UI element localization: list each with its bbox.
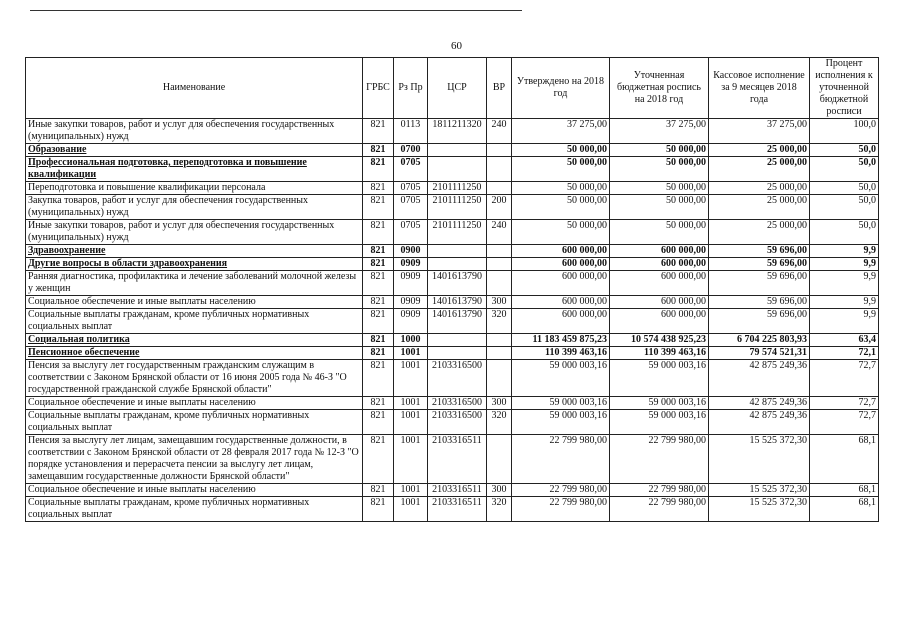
cell-rzpr: 0909: [394, 258, 428, 271]
cell-csr: [428, 157, 487, 182]
cell-percent: 72,7: [810, 410, 879, 435]
cell-name: Профессиональная подготовка, переподготовка и повышение квалификации: [26, 157, 363, 182]
cell-vr: 300: [487, 296, 512, 309]
cell-name: Пенсия за выслугу лет государственным гражданским служащим в соответствии с Законом Брянской области от 16 июня 2005 года № 46-З "О государственной гражданской службе Брянской области": [26, 360, 363, 397]
cell-rzpr: 1001: [394, 484, 428, 497]
cell-percent: 9,9: [810, 271, 879, 296]
cell-refined: 110 399 463,16: [610, 347, 709, 360]
cell-refined: 50 000,00: [610, 220, 709, 245]
cell-vr: [487, 360, 512, 397]
cell-percent: 63,4: [810, 334, 879, 347]
cell-grbs: 821: [363, 497, 394, 522]
cell-approved: 59 000 003,16: [512, 397, 610, 410]
cell-cash: 59 696,00: [709, 309, 810, 334]
cell-csr: 2103316500: [428, 410, 487, 435]
cell-csr: 2103316511: [428, 484, 487, 497]
cell-approved: 600 000,00: [512, 258, 610, 271]
cell-rzpr: 1001: [394, 497, 428, 522]
cell-percent: 72,7: [810, 397, 879, 410]
cell-refined: 600 000,00: [610, 296, 709, 309]
cell-name: Другие вопросы в области здравоохранения: [26, 258, 363, 271]
cell-percent: 50,0: [810, 195, 879, 220]
cell-csr: 2101111250: [428, 195, 487, 220]
cell-cash: 59 696,00: [709, 271, 810, 296]
cell-grbs: 821: [363, 182, 394, 195]
cell-name: Социальное обеспечение и иные выплаты населению: [26, 296, 363, 309]
cell-rzpr: 1001: [394, 360, 428, 397]
table-row: [26, 245, 879, 258]
cell-vr: 320: [487, 410, 512, 435]
cell-percent: 50,0: [810, 182, 879, 195]
cell-name: Иные закупки товаров, работ и услуг для обеспечения государственных (муниципальных) нужд: [26, 119, 363, 144]
cell-name: Социальные выплаты гражданам, кроме публичных нормативных социальных выплат: [26, 309, 363, 334]
cell-vr: 200: [487, 195, 512, 220]
cell-percent: 9,9: [810, 309, 879, 334]
cell-vr: 240: [487, 220, 512, 245]
cell-percent: 9,9: [810, 296, 879, 309]
table-row: [26, 182, 879, 195]
cell-rzpr: 0705: [394, 182, 428, 195]
cell-percent: 50,0: [810, 157, 879, 182]
cell-csr: [428, 258, 487, 271]
header-approved: Утверждено на 2018 год: [512, 58, 610, 119]
cell-cash: 25 000,00: [709, 220, 810, 245]
cell-cash: 59 696,00: [709, 296, 810, 309]
cell-percent: 68,1: [810, 497, 879, 522]
cell-refined: 50 000,00: [610, 195, 709, 220]
cell-rzpr: 1001: [394, 397, 428, 410]
cell-cash: 15 525 372,30: [709, 497, 810, 522]
table-row: [26, 144, 879, 157]
cell-refined: 600 000,00: [610, 258, 709, 271]
cell-grbs: 821: [363, 220, 394, 245]
cell-percent: 9,9: [810, 245, 879, 258]
table-row: [26, 119, 879, 144]
cell-rzpr: 0909: [394, 309, 428, 334]
table-row: [26, 334, 879, 347]
header-percent: Процент исполнения к уточненной бюджетной росписи: [810, 58, 879, 119]
cell-refined: 22 799 980,00: [610, 484, 709, 497]
cell-approved: 50 000,00: [512, 195, 610, 220]
cell-cash: 42 875 249,36: [709, 410, 810, 435]
top-rule: [30, 10, 522, 11]
cell-grbs: 821: [363, 258, 394, 271]
header-refined: Уточненная бюджетная роспись на 2018 год: [610, 58, 709, 119]
cell-refined: 50 000,00: [610, 157, 709, 182]
cell-approved: 50 000,00: [512, 157, 610, 182]
cell-refined: 22 799 980,00: [610, 435, 709, 484]
cell-approved: 600 000,00: [512, 296, 610, 309]
cell-cash: 42 875 249,36: [709, 360, 810, 397]
cell-grbs: 821: [363, 245, 394, 258]
cell-csr: [428, 347, 487, 360]
cell-rzpr: 1001: [394, 347, 428, 360]
cell-cash: 42 875 249,36: [709, 397, 810, 410]
header-csr: ЦСР: [428, 58, 487, 119]
cell-vr: 300: [487, 397, 512, 410]
cell-refined: 600 000,00: [610, 271, 709, 296]
table-row: [26, 410, 879, 435]
cell-csr: 2103316511: [428, 435, 487, 484]
cell-grbs: 821: [363, 410, 394, 435]
cell-vr: [487, 144, 512, 157]
cell-cash: 25 000,00: [709, 144, 810, 157]
cell-grbs: 821: [363, 296, 394, 309]
cell-refined: 22 799 980,00: [610, 497, 709, 522]
cell-cash: 59 696,00: [709, 258, 810, 271]
cell-cash: 25 000,00: [709, 157, 810, 182]
cell-cash: 25 000,00: [709, 182, 810, 195]
cell-grbs: 821: [363, 397, 394, 410]
cell-rzpr: 0705: [394, 157, 428, 182]
cell-refined: 59 000 003,16: [610, 397, 709, 410]
table-row: [26, 397, 879, 410]
cell-vr: [487, 157, 512, 182]
cell-name: Переподготовка и повышение квалификации персонала: [26, 182, 363, 195]
cell-percent: 100,0: [810, 119, 879, 144]
cell-cash: 37 275,00: [709, 119, 810, 144]
cell-approved: 50 000,00: [512, 144, 610, 157]
cell-approved: 11 183 459 875,23: [512, 334, 610, 347]
cell-approved: 22 799 980,00: [512, 435, 610, 484]
cell-approved: 600 000,00: [512, 309, 610, 334]
cell-vr: [487, 334, 512, 347]
table-row: [26, 484, 879, 497]
cell-cash: 6 704 225 803,93: [709, 334, 810, 347]
cell-rzpr: 0705: [394, 220, 428, 245]
cell-percent: 68,1: [810, 484, 879, 497]
cell-grbs: 821: [363, 144, 394, 157]
cell-cash: 15 525 372,30: [709, 484, 810, 497]
cell-refined: 59 000 003,16: [610, 410, 709, 435]
cell-rzpr: 1001: [394, 410, 428, 435]
table-row: [26, 271, 879, 296]
header-name: Наименование: [26, 58, 363, 119]
cell-vr: 240: [487, 119, 512, 144]
cell-cash: 59 696,00: [709, 245, 810, 258]
table-row: [26, 435, 879, 484]
cell-csr: [428, 144, 487, 157]
cell-grbs: 821: [363, 309, 394, 334]
cell-refined: 37 275,00: [610, 119, 709, 144]
cell-name: Социальное обеспечение и иные выплаты населению: [26, 484, 363, 497]
cell-name: Ранняя диагностика, профилактика и лечение заболеваний молочной железы у женщин: [26, 271, 363, 296]
cell-approved: 600 000,00: [512, 271, 610, 296]
table-row: [26, 296, 879, 309]
cell-vr: [487, 347, 512, 360]
header-vr: ВР: [487, 58, 512, 119]
cell-csr: 1401613790: [428, 271, 487, 296]
cell-grbs: 821: [363, 435, 394, 484]
cell-vr: [487, 182, 512, 195]
cell-grbs: 821: [363, 347, 394, 360]
cell-refined: 50 000,00: [610, 182, 709, 195]
cell-percent: 72,7: [810, 360, 879, 397]
cell-cash: 79 574 521,31: [709, 347, 810, 360]
table-row: [26, 195, 879, 220]
cell-approved: 37 275,00: [512, 119, 610, 144]
cell-vr: [487, 271, 512, 296]
table-header-row: [26, 58, 879, 119]
table-row: [26, 309, 879, 334]
cell-name: Образование: [26, 144, 363, 157]
cell-rzpr: 1001: [394, 435, 428, 484]
cell-name: Закупка товаров, работ и услуг для обеспечения государственных (муниципальных) нужд: [26, 195, 363, 220]
cell-csr: 2101111250: [428, 182, 487, 195]
cell-grbs: 821: [363, 157, 394, 182]
cell-vr: 300: [487, 484, 512, 497]
cell-grbs: 821: [363, 484, 394, 497]
cell-name: Иные закупки товаров, работ и услуг для обеспечения государственных (муниципальных) нужд: [26, 220, 363, 245]
cell-name: Пенсионное обеспечение: [26, 347, 363, 360]
cell-cash: 25 000,00: [709, 195, 810, 220]
table-row: [26, 220, 879, 245]
table-row: [26, 360, 879, 397]
cell-percent: 9,9: [810, 258, 879, 271]
cell-csr: [428, 245, 487, 258]
header-rzpr: Рз Пр: [394, 58, 428, 119]
cell-vr: [487, 258, 512, 271]
cell-rzpr: 0113: [394, 119, 428, 144]
cell-name: Социальная политика: [26, 334, 363, 347]
cell-refined: 10 574 438 925,23: [610, 334, 709, 347]
cell-csr: 2103316500: [428, 397, 487, 410]
cell-name: Социальное обеспечение и иные выплаты населению: [26, 397, 363, 410]
cell-vr: [487, 435, 512, 484]
cell-csr: 1811211320: [428, 119, 487, 144]
cell-name: Здравоохранение: [26, 245, 363, 258]
cell-approved: 50 000,00: [512, 182, 610, 195]
cell-approved: 600 000,00: [512, 245, 610, 258]
cell-grbs: 821: [363, 271, 394, 296]
cell-refined: 50 000,00: [610, 144, 709, 157]
table-row: [26, 347, 879, 360]
budget-table: [25, 57, 879, 522]
table-body: [26, 119, 879, 522]
cell-rzpr: 0909: [394, 296, 428, 309]
cell-refined: 59 000 003,16: [610, 360, 709, 397]
table-row: [26, 157, 879, 182]
cell-vr: 320: [487, 497, 512, 522]
cell-csr: 2103316511: [428, 497, 487, 522]
cell-approved: 50 000,00: [512, 220, 610, 245]
cell-csr: 1401613790: [428, 309, 487, 334]
cell-rzpr: 0700: [394, 144, 428, 157]
cell-grbs: 821: [363, 195, 394, 220]
cell-approved: 59 000 003,16: [512, 360, 610, 397]
cell-grbs: 821: [363, 360, 394, 397]
cell-rzpr: 0909: [394, 271, 428, 296]
cell-percent: 68,1: [810, 435, 879, 484]
cell-csr: 2101111250: [428, 220, 487, 245]
header-cash: Кассовое исполнение за 9 месяцев 2018 года: [709, 58, 810, 119]
cell-rzpr: 0900: [394, 245, 428, 258]
cell-vr: [487, 245, 512, 258]
cell-grbs: 821: [363, 119, 394, 144]
cell-refined: 600 000,00: [610, 245, 709, 258]
cell-percent: 50,0: [810, 220, 879, 245]
table-row: [26, 258, 879, 271]
cell-refined: 600 000,00: [610, 309, 709, 334]
cell-name: Пенсия за выслугу лет лицам, замещавшим государственные должности, в соответствии с Законом Брянской области от 28 февраля 2017 года № 12-З "О порядке установления и перерасчета пенсии за выслугу лет лицам, замещавшим государственные должности Брянской области": [26, 435, 363, 484]
cell-name: Социальные выплаты гражданам, кроме публичных нормативных социальных выплат: [26, 497, 363, 522]
cell-approved: 22 799 980,00: [512, 484, 610, 497]
cell-vr: 320: [487, 309, 512, 334]
cell-csr: 2103316500: [428, 360, 487, 397]
cell-csr: 1401613790: [428, 296, 487, 309]
cell-grbs: 821: [363, 334, 394, 347]
cell-percent: 72,1: [810, 347, 879, 360]
cell-percent: 50,0: [810, 144, 879, 157]
cell-rzpr: 1000: [394, 334, 428, 347]
header-grbs: ГРБС: [363, 58, 394, 119]
page-number: 60: [451, 40, 462, 52]
cell-approved: 22 799 980,00: [512, 497, 610, 522]
cell-name: Социальные выплаты гражданам, кроме публичных нормативных социальных выплат: [26, 410, 363, 435]
cell-approved: 59 000 003,16: [512, 410, 610, 435]
cell-cash: 15 525 372,30: [709, 435, 810, 484]
table-row: [26, 497, 879, 522]
cell-csr: [428, 334, 487, 347]
cell-rzpr: 0705: [394, 195, 428, 220]
cell-approved: 110 399 463,16: [512, 347, 610, 360]
